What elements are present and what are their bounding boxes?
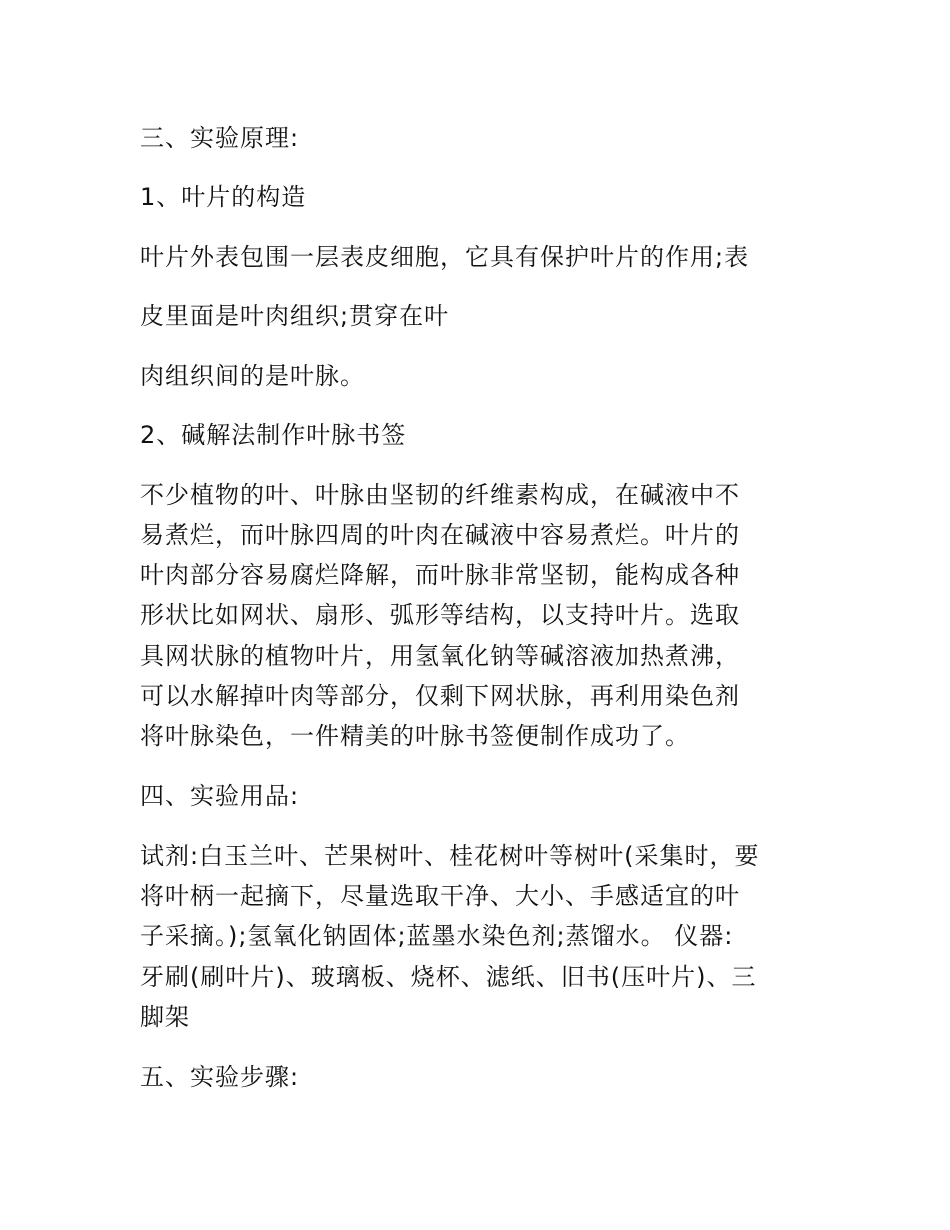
paragraph-line: 叶片外表包围一层表皮细胞，它具有保护叶片的作用;表 <box>140 243 750 271</box>
section-heading-steps: 五、实验步骤: <box>140 1063 300 1091</box>
paragraph-line: 不少植物的叶、叶脉由坚韧的纤维素构成，在碱液中不 <box>140 481 740 509</box>
subheading-alkaline-method: 2、碱解法制作叶脉书签 <box>140 421 407 449</box>
paragraph-line: 肉组织间的是叶脉。 <box>140 362 365 390</box>
paragraph-line: 将叶柄一起摘下，尽量选取干净、大小、手感适宜的叶 <box>140 882 740 910</box>
subheading-leaf-structure: 1、叶片的构造 <box>140 183 307 211</box>
paragraph-line: 具网状脉的植物叶片，用氢氧化钠等碱溶液加热煮沸， <box>140 642 740 670</box>
paragraph-line: 形状比如网状、扇形、弧形等结构，以支持叶片。选取 <box>140 601 740 629</box>
paragraph-line: 叶肉部分容易腐烂降解，而叶脉非常坚韧，能构成各种 <box>140 561 740 589</box>
section-heading-materials: 四、实验用品: <box>140 782 300 810</box>
section-heading-principle: 三、实验原理: <box>140 124 300 152</box>
paragraph-line: 脚架 <box>140 1003 190 1031</box>
paragraph-line: 试剂:白玉兰叶、芒果树叶、桂花树叶等树叶(采集时，要 <box>140 842 760 870</box>
paragraph-line: 皮里面是叶肉组织;贯穿在叶 <box>140 302 450 330</box>
paragraph-line: 可以水解掉叶肉等部分，仅剩下网状脉，再利用染色剂 <box>140 682 740 710</box>
paragraph-line: 牙刷(刷叶片)、玻璃板、烧杯、滤纸、旧书(压叶片)、三 <box>140 963 757 991</box>
paragraph-line: 子采摘。);氢氧化钠固体;蓝墨水染色剂;蒸馏水。 仪器: <box>140 922 734 950</box>
paragraph-line: 将叶脉染色，一件精美的叶脉书签便制作成功了。 <box>140 722 690 750</box>
paragraph-line: 易煮烂，而叶脉四周的叶肉在碱液中容易煮烂。叶片的 <box>140 521 740 549</box>
